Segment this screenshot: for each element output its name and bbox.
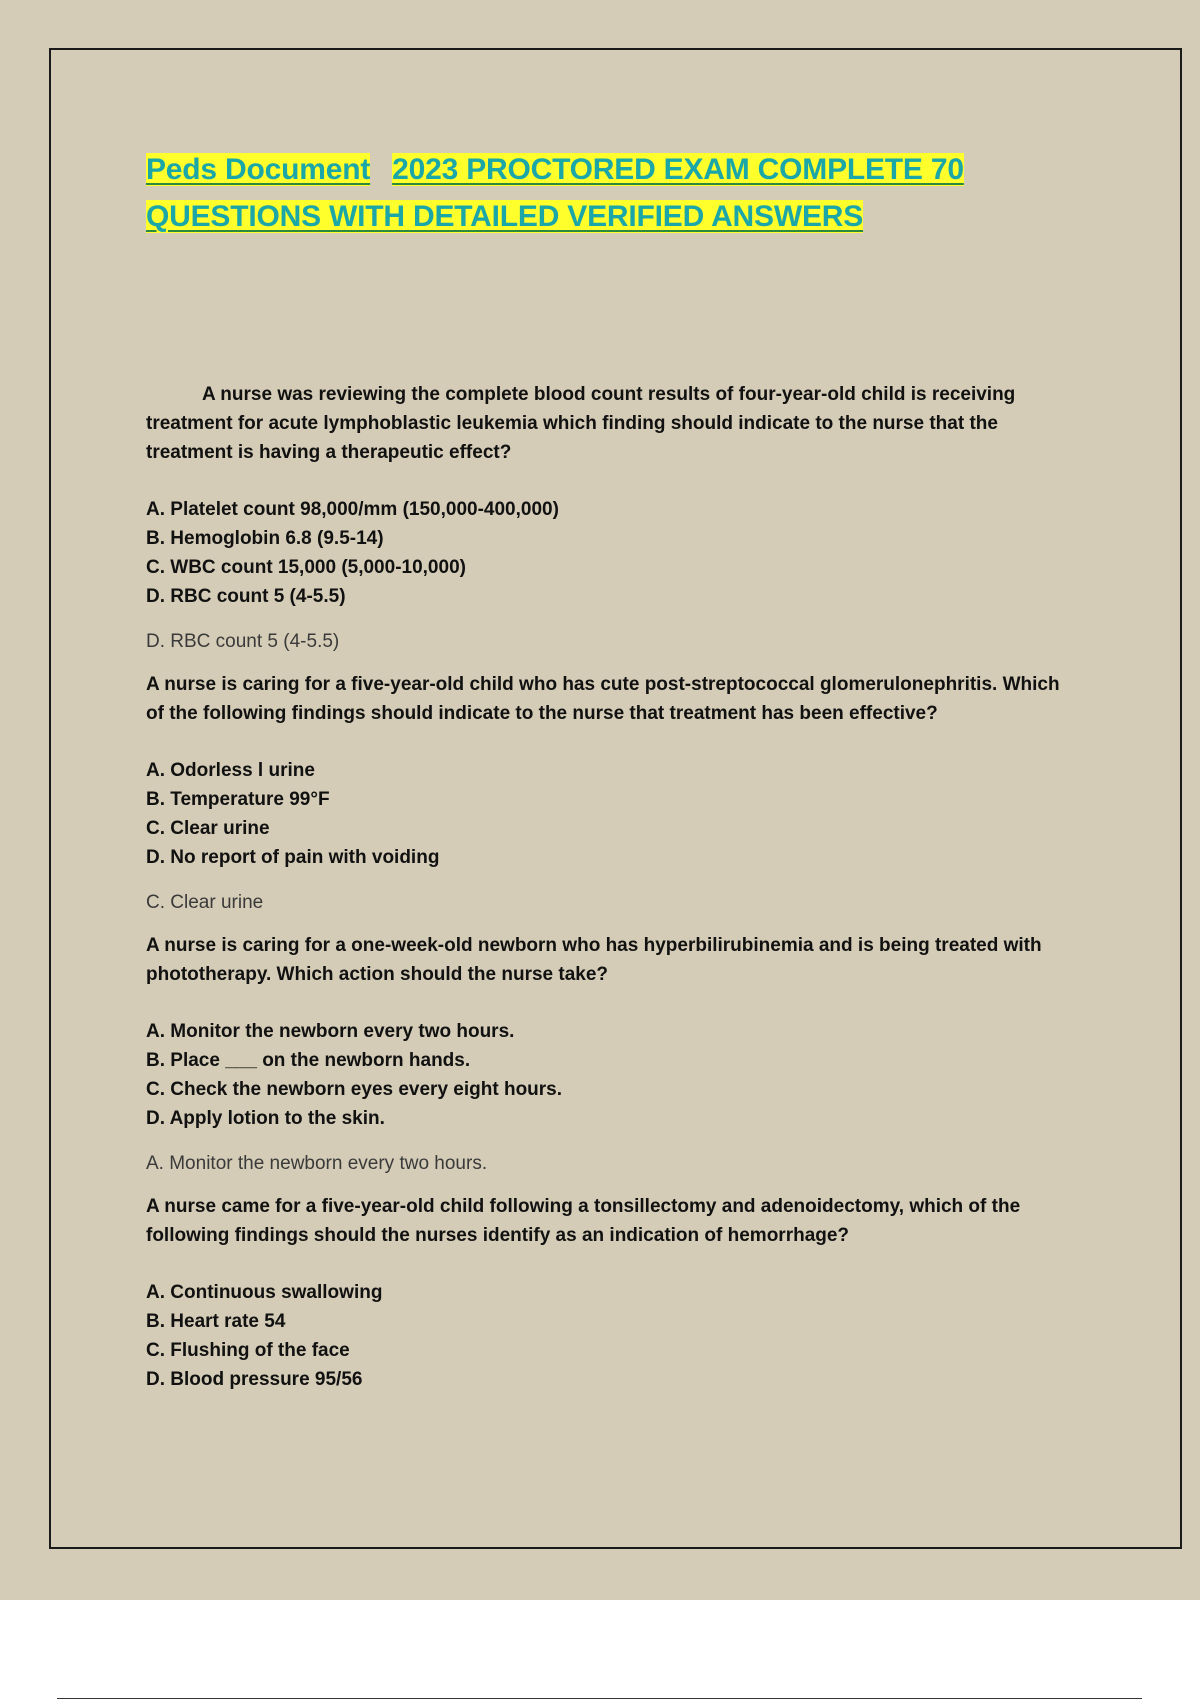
option-item: B. Place ___ on the newborn hands. [146, 1050, 471, 1071]
title-line-2: QUESTIONS WITH DETAILED VERIFIED ANSWERS [146, 200, 864, 233]
option-list [146, 756, 1076, 872]
option-list [146, 1278, 1076, 1394]
option-item: D. No report of pain with voiding [146, 847, 440, 868]
document-title [146, 146, 1076, 240]
option-item: C. Flushing of the face [146, 1340, 350, 1361]
option-list [146, 1017, 1076, 1133]
option-item: A. Continuous swallowing [146, 1282, 383, 1303]
question-block [146, 931, 1076, 1178]
answer-text: A. Monitor the newborn every two hours. [146, 1153, 488, 1174]
option-item: A. Monitor the newborn every two hours. [146, 1021, 515, 1042]
option-item: B. Temperature 99°F [146, 789, 330, 810]
question-text: A nurse came for a five-year-old child following a tonsillectomy and adenoidectomy, which of the following findings should the nurses identify as an indication of hemorrhage? [146, 1196, 1021, 1246]
option-item: B. Heart rate 54 [146, 1311, 286, 1332]
option-item: D. Apply lotion to the skin. [146, 1108, 385, 1129]
title-part-1: Peds Document [146, 153, 371, 186]
option-item: D. Blood pressure 95/56 [146, 1369, 363, 1390]
footer-divider [57, 1698, 1142, 1699]
option-item: C. Check the newborn eyes every eight hours. [146, 1079, 563, 1100]
question-block [146, 1192, 1076, 1394]
option-list [146, 495, 1076, 611]
option-item: A. Platelet count 98,000/mm (150,000-400,000) [146, 499, 559, 520]
option-item: B. Hemoglobin 6.8 (9.5-14) [146, 528, 384, 549]
option-item: A. Odorless l urine [146, 760, 315, 781]
title-part-2: 2023 PROCTORED EXAM COMPLETE 70 [392, 153, 964, 186]
document-content [146, 146, 1076, 1394]
answer-text: D. RBC count 5 (4-5.5) [146, 631, 340, 652]
question-block [146, 670, 1076, 917]
option-item: D. RBC count 5 (4-5.5) [146, 586, 346, 607]
question-block [146, 380, 1076, 656]
option-item: C. WBC count 15,000 (5,000-10,000) [146, 557, 466, 578]
question-text: A nurse was reviewing the complete blood count results of four-year-old child is receiving treatment for acute lymphoblastic leukemia which finding should indicate to the nurse that the treatment is having a therapeutic effect? [146, 384, 1016, 463]
question-text: A nurse is caring for a five-year-old child who has cute post-streptococcal glomerulonephritis. Which of the following findings should indicate to the nurse that treatment has been effective? [146, 674, 1060, 724]
question-text: A nurse is caring for a one-week-old newborn who has hyperbilirubinemia and is being treated with phototherapy. Which action should the nurse take? [146, 935, 1042, 985]
option-item: C. Clear urine [146, 818, 270, 839]
answer-text: C. Clear urine [146, 892, 264, 913]
